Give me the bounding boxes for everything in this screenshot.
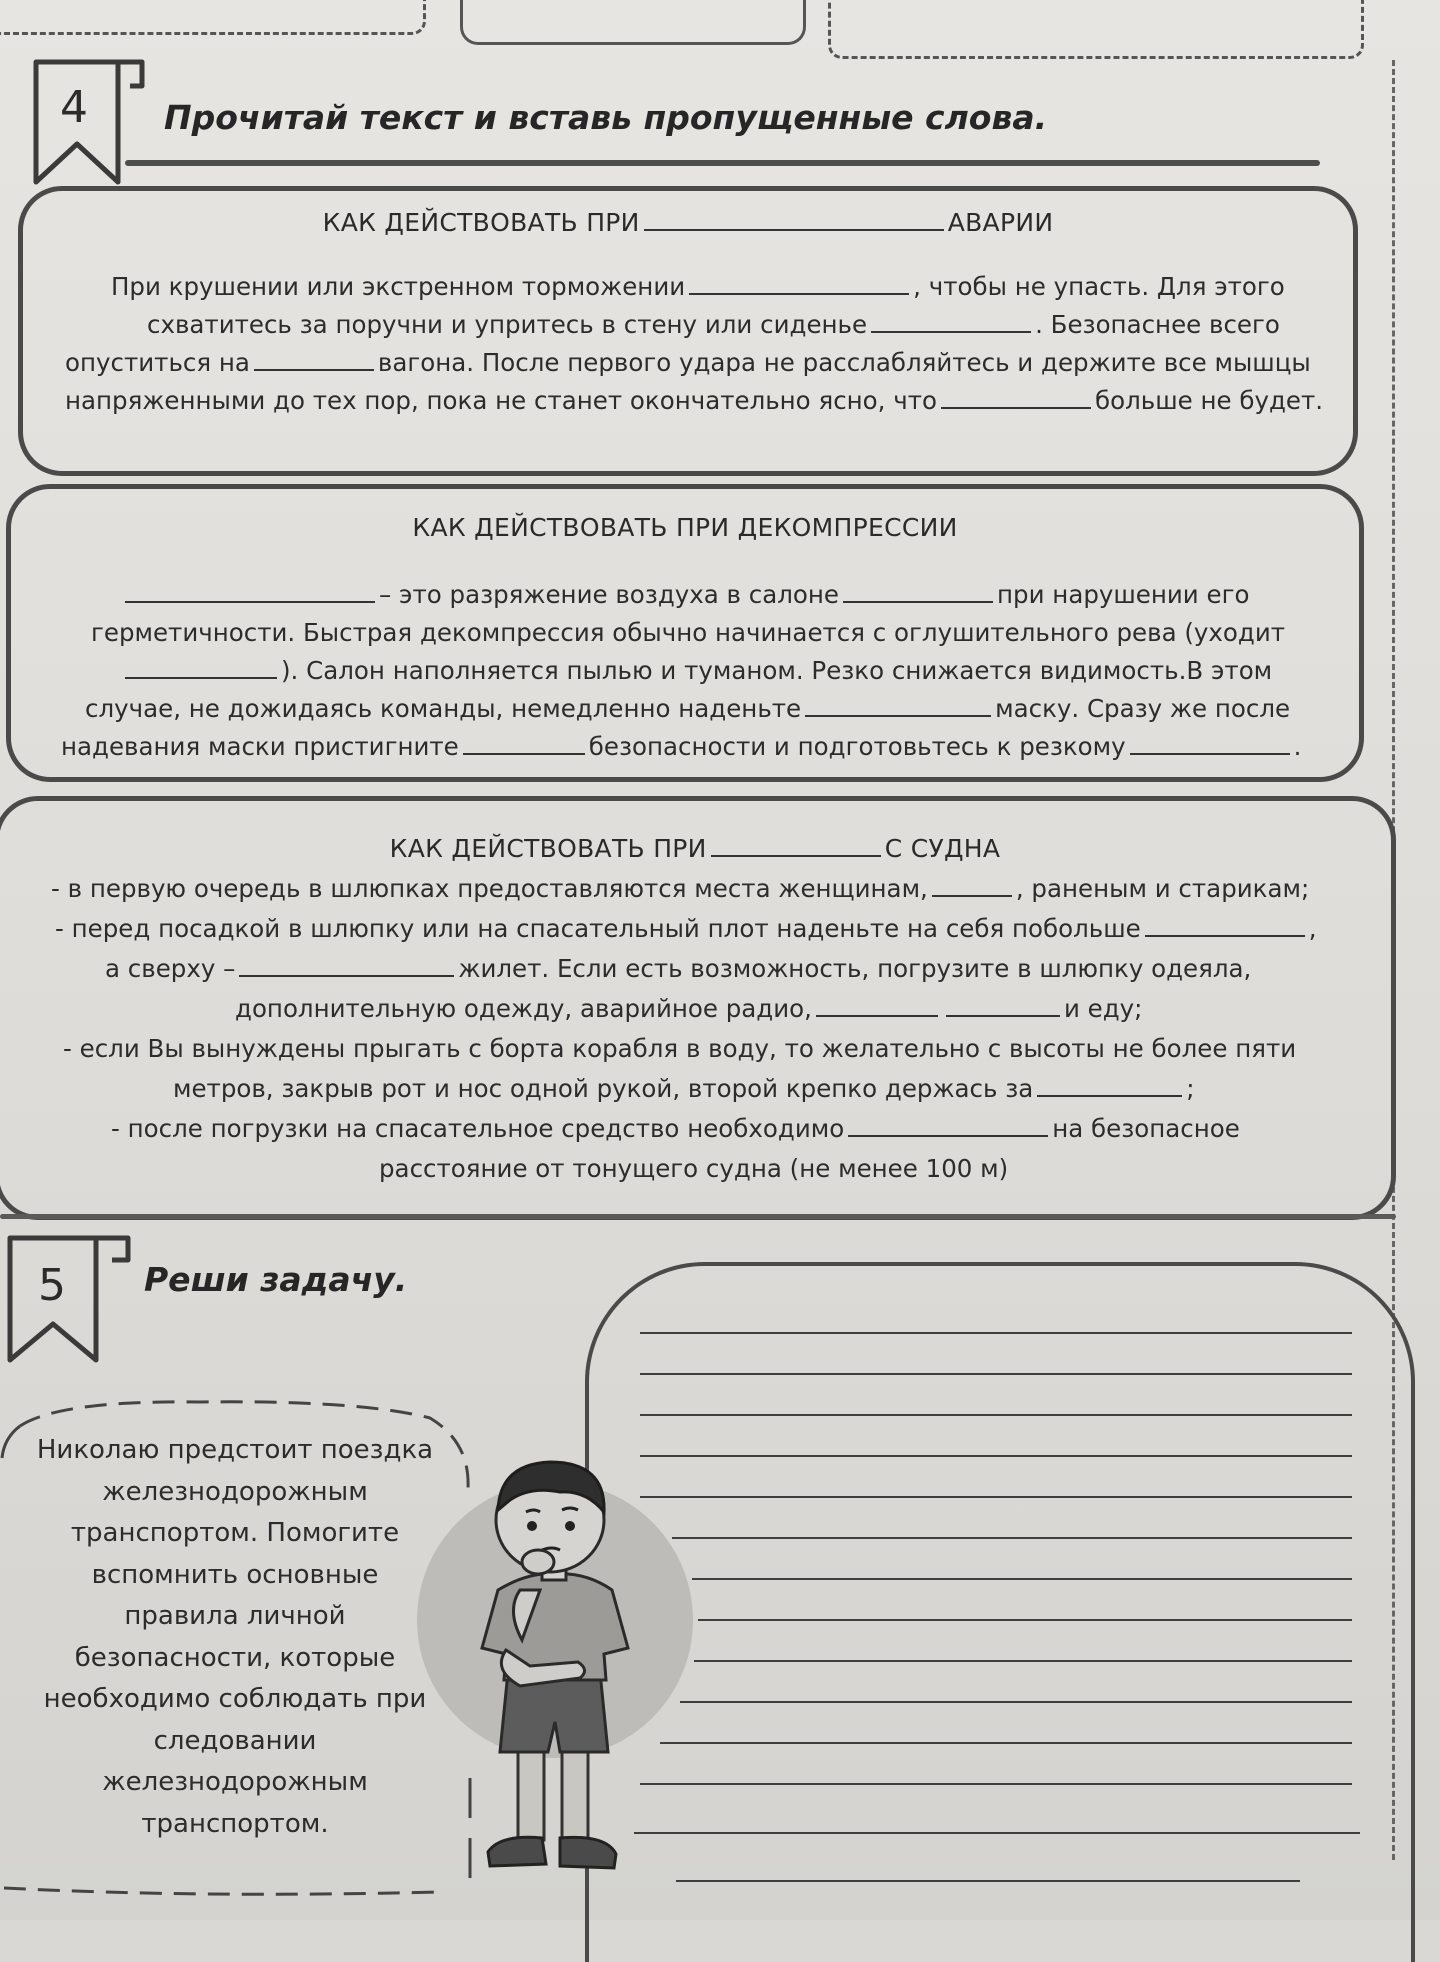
task4-title-rule xyxy=(125,160,1320,166)
panel3-line-7: - после погрузки на спасательное средство необходимо на безопасное xyxy=(111,1114,1240,1143)
panel1-line-4: напряженными до тех пор, пока не станет окончательно ясно, что больше не будет. xyxy=(65,386,1324,415)
answer-line-12[interactable] xyxy=(640,1783,1352,1785)
answer-line-8[interactable] xyxy=(698,1619,1352,1621)
panel-decompression xyxy=(6,484,1364,782)
problem-line: Николаю предстоит поездка xyxy=(36,1435,434,1465)
answer-line-14[interactable] xyxy=(676,1880,1300,1882)
answer-line-6[interactable] xyxy=(672,1537,1352,1539)
answer-line-1[interactable] xyxy=(640,1332,1352,1334)
answer-line-2[interactable] xyxy=(640,1373,1352,1375)
answer-box xyxy=(585,1262,1415,1962)
problem-line: безопасности, которые xyxy=(74,1642,396,1673)
problem-line: вспомнить основные xyxy=(91,1559,379,1590)
panel2-line-2: герметичности. Быстрая декомпрессия обычно начинается с оглушительного рева (уходит xyxy=(91,618,1286,647)
answer-line-13[interactable] xyxy=(634,1832,1360,1834)
panel1-line-1: При крушении или экстренном торможении , чтобы не упасть. Для этого xyxy=(111,272,1285,301)
panel3-line-1: - в первую очередь в шлюпках предоставляются места женщинам, , раненым и старикам; xyxy=(51,874,1310,903)
answer-line-11[interactable] xyxy=(660,1742,1352,1744)
panel3-line-2: - перед посадкой в шлюпку или на спасательный плот наденьте на себя побольше , xyxy=(55,914,1317,943)
problem-line: следовании xyxy=(153,1725,317,1756)
problem-line: транспортом. Помогите xyxy=(70,1518,400,1548)
panel2-line-5: надевания маски пристигните безопасности и подготовьтесь к резкому . xyxy=(61,732,1302,761)
panel3-line-6: метров, закрыв рот и нос одной рукой, второй крепко держась за ; xyxy=(173,1074,1195,1103)
problem-text xyxy=(30,1430,440,1845)
task-number-bookmark-icon-5 xyxy=(4,1232,132,1368)
problem-line: необходимо соблюдать при xyxy=(43,1684,427,1714)
answer-line-7[interactable] xyxy=(692,1578,1352,1580)
panel3-line-4: дополнительную одежду, аварийное радио, и еду; xyxy=(235,994,1143,1023)
problem-line: железнодорожным xyxy=(102,1476,368,1507)
answer-line-3[interactable] xyxy=(640,1414,1352,1416)
panel2-line-4: случае, не дожидаясь команды, немедленно наденьте маску. Сразу же после xyxy=(85,694,1291,723)
task5-number: 5 xyxy=(38,1260,66,1311)
problem-line: железнодорожным xyxy=(102,1767,368,1797)
panel3-title: КАК ДЕЙСТВОВАТЬ ПРИ С СУДНА xyxy=(389,834,1001,863)
panel2-title: КАК ДЕЙСТВОВАТЬ ПРИ ДЕКОМПРЕССИИ xyxy=(412,513,958,542)
panel1-line-3: опуститься на вагона. После первого удара не расслабляйтесь и держите все мышцы xyxy=(65,348,1311,377)
panel-ship xyxy=(0,796,1396,1220)
answer-line-10[interactable] xyxy=(680,1701,1352,1703)
answer-line-5[interactable] xyxy=(640,1496,1352,1498)
task4-title: Прочитай текст и вставь пропущенные слова. xyxy=(164,98,1048,137)
problem-line: транспортом. xyxy=(141,1808,329,1839)
top-frame-middle xyxy=(460,0,806,45)
task4-number: 4 xyxy=(60,82,88,133)
panel2-line-1: – это разряжение воздуха в салоне при нарушении его xyxy=(121,577,1359,613)
answer-line-9[interactable] xyxy=(694,1660,1352,1662)
panel3-line-5: - если Вы вынуждены прыгать с борта корабля в воду, то желательно с высоты не более пяти xyxy=(63,1034,1297,1063)
panel-accident xyxy=(18,186,1358,476)
problem-line: правила личной xyxy=(124,1601,346,1631)
panel1-line-2: схватитесь за поручни и упритесь в стену или сиденье . Безопаснее всего xyxy=(147,310,1280,339)
task-number-bookmark-icon xyxy=(30,56,150,188)
answer-line-4[interactable] xyxy=(640,1455,1352,1457)
panel3-line-3: а сверху – жилет. Если есть возможность, погрузите в шлюпку одеяла, xyxy=(105,954,1252,983)
top-dashed-frame-right xyxy=(828,0,1364,59)
panel1-title: КАК ДЕЙСТВОВАТЬ ПРИ АВАРИИ xyxy=(322,208,1054,237)
thinking-boy-icon xyxy=(410,1440,700,1880)
panel3-bottom-rule xyxy=(0,1214,1396,1219)
panel3-line-8: расстояние от тонущего судна (не менее 100 м) xyxy=(379,1154,1009,1183)
top-dashed-frame-left xyxy=(0,0,426,35)
panel2-line-3: ). Салон наполняется пылью и туманом. Резко снижается видимость.В этом xyxy=(121,653,1359,689)
task5-title: Реши задачу. xyxy=(144,1260,408,1299)
